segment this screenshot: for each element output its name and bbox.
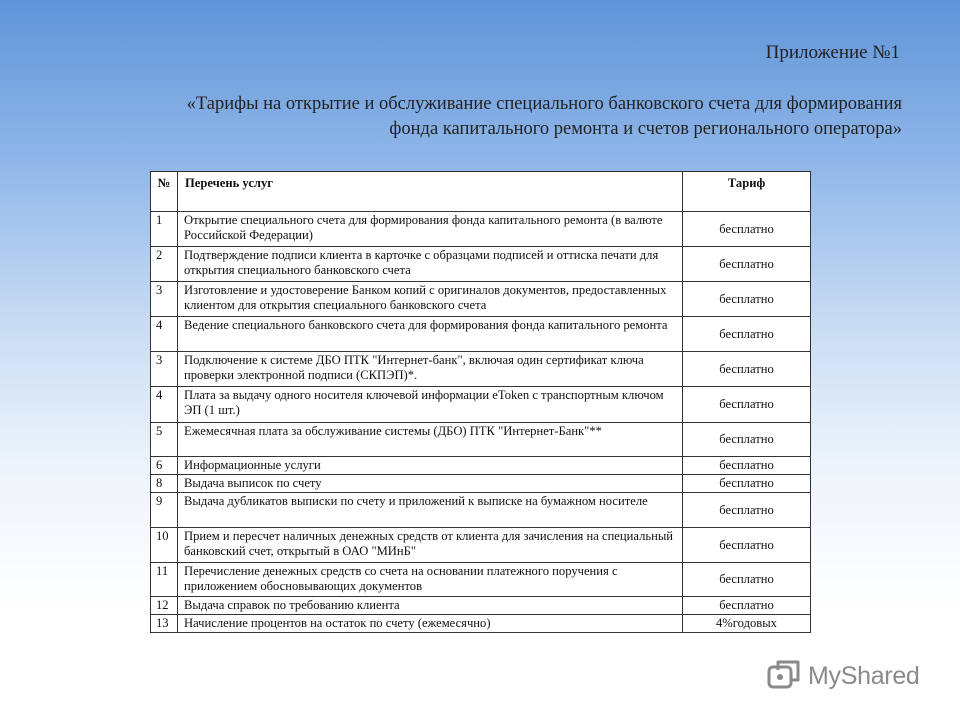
row-tariff: бесплатно (683, 212, 811, 247)
row-tariff: бесплатно (683, 247, 811, 282)
row-tariff: бесплатно (683, 475, 811, 493)
table-row (151, 528, 811, 563)
row-tariff: бесплатно (683, 282, 811, 317)
appendix-label: Приложение №1 (765, 42, 900, 63)
row-service-name: Прием и пересчет наличных денежных средств от клиента для зачисления на специальный банковский счет, открытый в ОАО "МИнБ" (178, 528, 683, 563)
row-service-name: Начисление процентов на остаток по счету (ежемесячно) (178, 615, 683, 633)
row-number: 4 (151, 387, 178, 423)
row-tariff: бесплатно (683, 387, 811, 423)
row-number: 3 (151, 352, 178, 387)
row-tariff: бесплатно (683, 528, 811, 563)
row-number: 6 (151, 457, 178, 475)
row-number: 13 (151, 615, 178, 633)
row-service-name: Открытие специального счета для формирования фонда капитального ремонта (в валюте Российской Федерации) (178, 212, 683, 247)
myshared-watermark (766, 656, 920, 696)
row-service-name: Ежемесячная плата за обслуживание системы (ДБО) ПТК "Интернет-Банк"** (178, 423, 683, 457)
row-service-name: Подтверждение подписи клиента в карточке с образцами подписей и оттиска печати для открытия специального банковского счета (178, 247, 683, 282)
row-service-name: Ведение специального банковского счета для формирования фонда капитального ремонта (178, 317, 683, 352)
row-tariff: бесплатно (683, 317, 811, 352)
table-row (151, 475, 811, 493)
row-number: 5 (151, 423, 178, 457)
table-row (151, 457, 811, 475)
table-row (151, 317, 811, 352)
row-number: 12 (151, 597, 178, 615)
myshared-logo-icon (766, 658, 802, 694)
row-number: 3 (151, 282, 178, 317)
row-service-name: Изготовление и удостоверение Банком копий с оригиналов документов, предоставленных клиентом для открытия специального банковского счета (178, 282, 683, 317)
row-service-name: Выдача справок по требованию клиента (178, 597, 683, 615)
table-header-row (151, 172, 811, 212)
table-row (151, 352, 811, 387)
row-number: 1 (151, 212, 178, 247)
row-tariff: бесплатно (683, 423, 811, 457)
row-service-name: Выдача дубликатов выписки по счету и приложений к выписке на бумажном носителе (178, 493, 683, 528)
row-number: 11 (151, 563, 178, 597)
title-line-1: «Тарифы на открытие и обслуживание специального банковского счета для формирования (186, 94, 902, 114)
header-services: Перечень услуг (178, 172, 683, 212)
row-number: 10 (151, 528, 178, 563)
row-tariff: 4%годовых (683, 615, 811, 633)
table-row (151, 563, 811, 597)
row-number: 2 (151, 247, 178, 282)
tariff-table (150, 171, 811, 633)
row-service-name: Плата за выдачу одного носителя ключевой информации eToken с транспортным ключом ЭП (1 шт.) (178, 387, 683, 423)
header-tariff: Тариф (683, 172, 811, 212)
title-line-2: фонда капитального ремонта и счетов регионального оператора» (389, 119, 902, 139)
row-tariff: бесплатно (683, 352, 811, 387)
header-number: № (151, 172, 178, 212)
row-tariff: бесплатно (683, 457, 811, 475)
row-service-name: Перечисление денежных средств со счета на основании платежного поручения с приложением обосновывающих документов (178, 563, 683, 597)
row-tariff: бесплатно (683, 563, 811, 597)
table-row (151, 493, 811, 528)
document-title (42, 92, 902, 142)
table-row (151, 387, 811, 423)
row-tariff: бесплатно (683, 597, 811, 615)
table-row (151, 423, 811, 457)
row-service-name: Информационные услуги (178, 457, 683, 475)
row-service-name: Выдача выписок по счету (178, 475, 683, 493)
row-tariff: бесплатно (683, 493, 811, 528)
table-row (151, 615, 811, 633)
table-row (151, 247, 811, 282)
table-row (151, 282, 811, 317)
watermark-text: MyShared (808, 661, 920, 690)
table-row (151, 212, 811, 247)
row-number: 9 (151, 493, 178, 528)
row-number: 8 (151, 475, 178, 493)
table-row (151, 597, 811, 615)
row-number: 4 (151, 317, 178, 352)
table-body (151, 212, 811, 633)
row-service-name: Подключение к системе ДБО ПТК "Интернет-банк", включая один сертификат ключа проверки электронной подписи (СКПЭП)*. (178, 352, 683, 387)
